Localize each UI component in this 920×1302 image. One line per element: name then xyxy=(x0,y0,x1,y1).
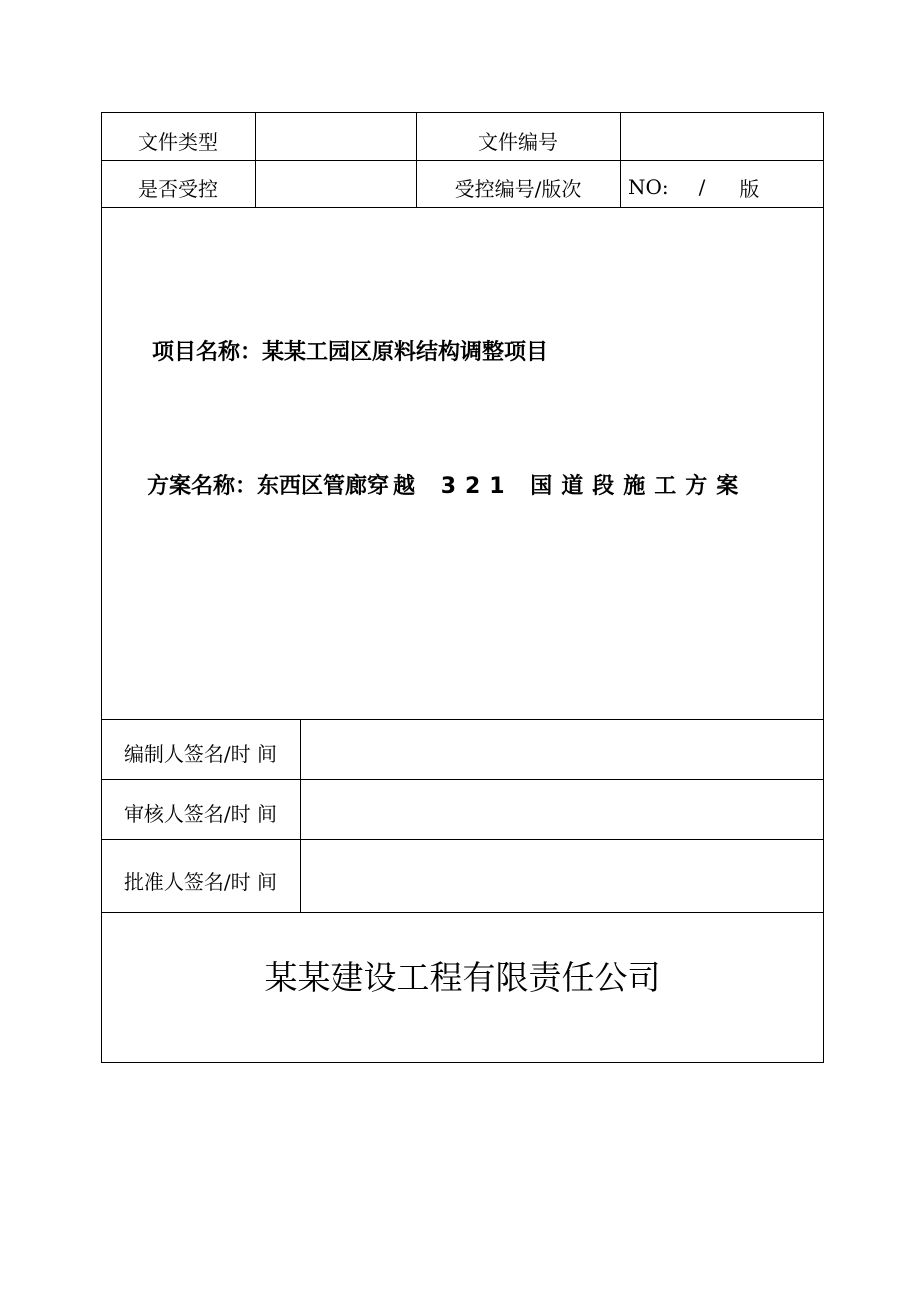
project-name-line xyxy=(152,335,548,366)
file-type-value[interactable] xyxy=(255,119,416,161)
plan-name-label: 方案名称： xyxy=(147,474,258,499)
control-number-value[interactable] xyxy=(628,166,818,208)
reviewer-signature-field[interactable] xyxy=(300,782,824,842)
approver-signature-field[interactable] xyxy=(300,845,824,915)
compiler-signature-label: 编制人签名/时 间 xyxy=(123,741,278,766)
control-number-label: 受控编号/版次 xyxy=(454,176,582,201)
company-name: 某某建设工程有限责任公司 xyxy=(264,957,661,997)
cover-table xyxy=(101,112,824,1063)
row-divider xyxy=(101,719,824,720)
approver-signature-label: 批准人签名/时 间 xyxy=(123,869,278,894)
file-number-value[interactable] xyxy=(620,119,824,161)
reviewer-signature-label: 审核人签名/时 间 xyxy=(123,801,278,826)
project-name: 某某工园区原料结构调整项目 xyxy=(262,340,549,365)
control-number-edition: 版 xyxy=(739,176,760,201)
file-number-label: 文件编号 xyxy=(478,129,558,154)
controlled-value[interactable] xyxy=(255,166,416,208)
project-name-label: 项目名称： xyxy=(152,340,263,365)
plan-name-line xyxy=(147,469,747,500)
compiler-signature-field[interactable] xyxy=(300,722,824,782)
plan-name-part2: 越 321 国道段施工方案 xyxy=(393,474,748,499)
control-number-slash: / xyxy=(698,175,706,199)
control-number-no: NO: xyxy=(628,175,669,199)
controlled-label: 是否受控 xyxy=(138,176,218,201)
file-type-label: 文件类型 xyxy=(138,129,218,154)
plan-name-part1: 东西区管廊穿 xyxy=(257,474,390,499)
